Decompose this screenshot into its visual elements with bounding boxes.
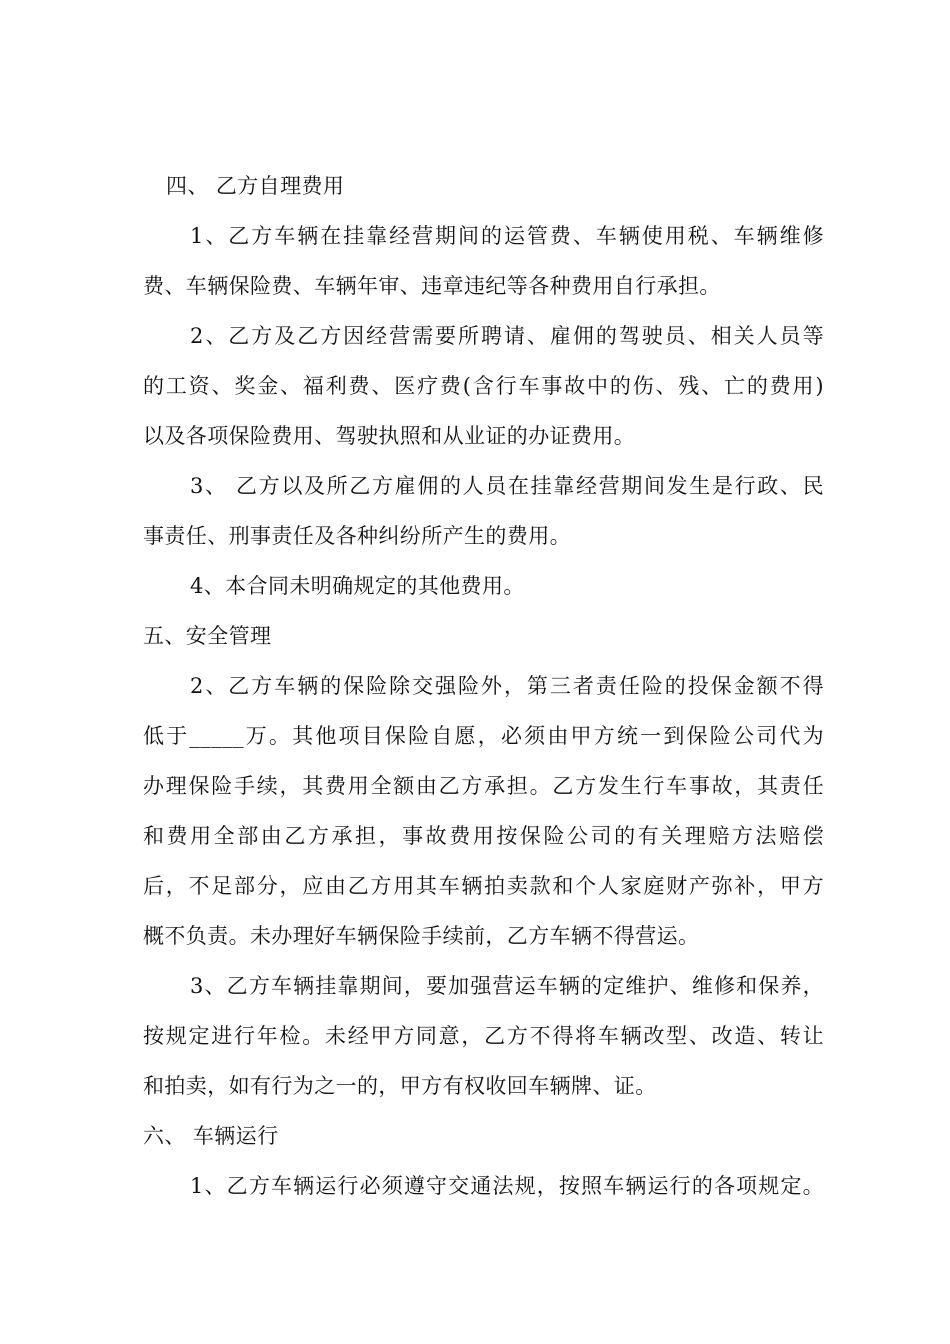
paragraph-line: 4、本合同未明确规定的其他费用。 <box>190 574 525 598</box>
paragraph-line: 2、乙方及乙方因经营需要所聘请、雇佣的驾驶员、相关人员等 <box>190 324 824 348</box>
paragraph-line: 和费用全部由乙方承担，事故费用按保险公司的有关理赔方法赔偿 <box>143 824 824 848</box>
paragraph-line: 2、乙方车辆的保险除交强险外，第三者责任险的投保金额不得 <box>190 674 824 698</box>
paragraph-line: 低于_____万。其他项目保险自愿，必须由甲方统一到保险公司代为 <box>143 724 824 748</box>
paragraph-line: 1、乙方车辆在挂靠经营期间的运管费、车辆使用税、车辆维修 <box>190 224 824 248</box>
paragraph-line: 3、 乙方以及所乙方雇佣的人员在挂靠经营期间发生是行政、民 <box>190 474 824 498</box>
section-heading-4: 四、 乙方自理费用 <box>166 174 345 198</box>
paragraph-line: 事责任、刑事责任及各种纠纷所产生的费用。 <box>143 524 571 548</box>
paragraph-line: 以及各项保险费用、驾驶执照和从业证的办证费用。 <box>143 424 636 448</box>
paragraph-line: 1、乙方车辆运行必须遵守交通法规，按照车辆运行的各项规定。 <box>190 1174 824 1198</box>
paragraph-line: 按规定进行年检。未经甲方同意，乙方不得将车辆改型、改造、转让 <box>143 1024 824 1048</box>
section-heading-6: 六、 车辆运行 <box>143 1124 279 1148</box>
paragraph-line: 的工资、奖金、福利费、医疗费(含行车事故中的伤、残、亡的费用) <box>143 374 824 398</box>
paragraph-line: 3、乙方车辆挂靠期间，要加强营运车辆的定维护、维修和保养， <box>190 974 824 998</box>
section-heading-5: 五、安全管理 <box>143 624 272 648</box>
paragraph-line: 后，不足部分，应由乙方用其车辆拍卖款和个人家庭财产弥补，甲方 <box>143 874 824 898</box>
paragraph-line: 概不负责。未办理好车辆保险手续前，乙方车辆不得营运。 <box>143 924 700 948</box>
paragraph-line: 办理保险手续，其费用全额由乙方承担。乙方发生行车事故，其责任 <box>143 774 824 798</box>
paragraph-line: 和拍卖，如有行为之一的，甲方有权收回车辆牌、证。 <box>143 1074 657 1098</box>
paragraph-line: 费、车辆保险费、车辆年审、违章违纪等各种费用自行承担。 <box>143 274 721 298</box>
